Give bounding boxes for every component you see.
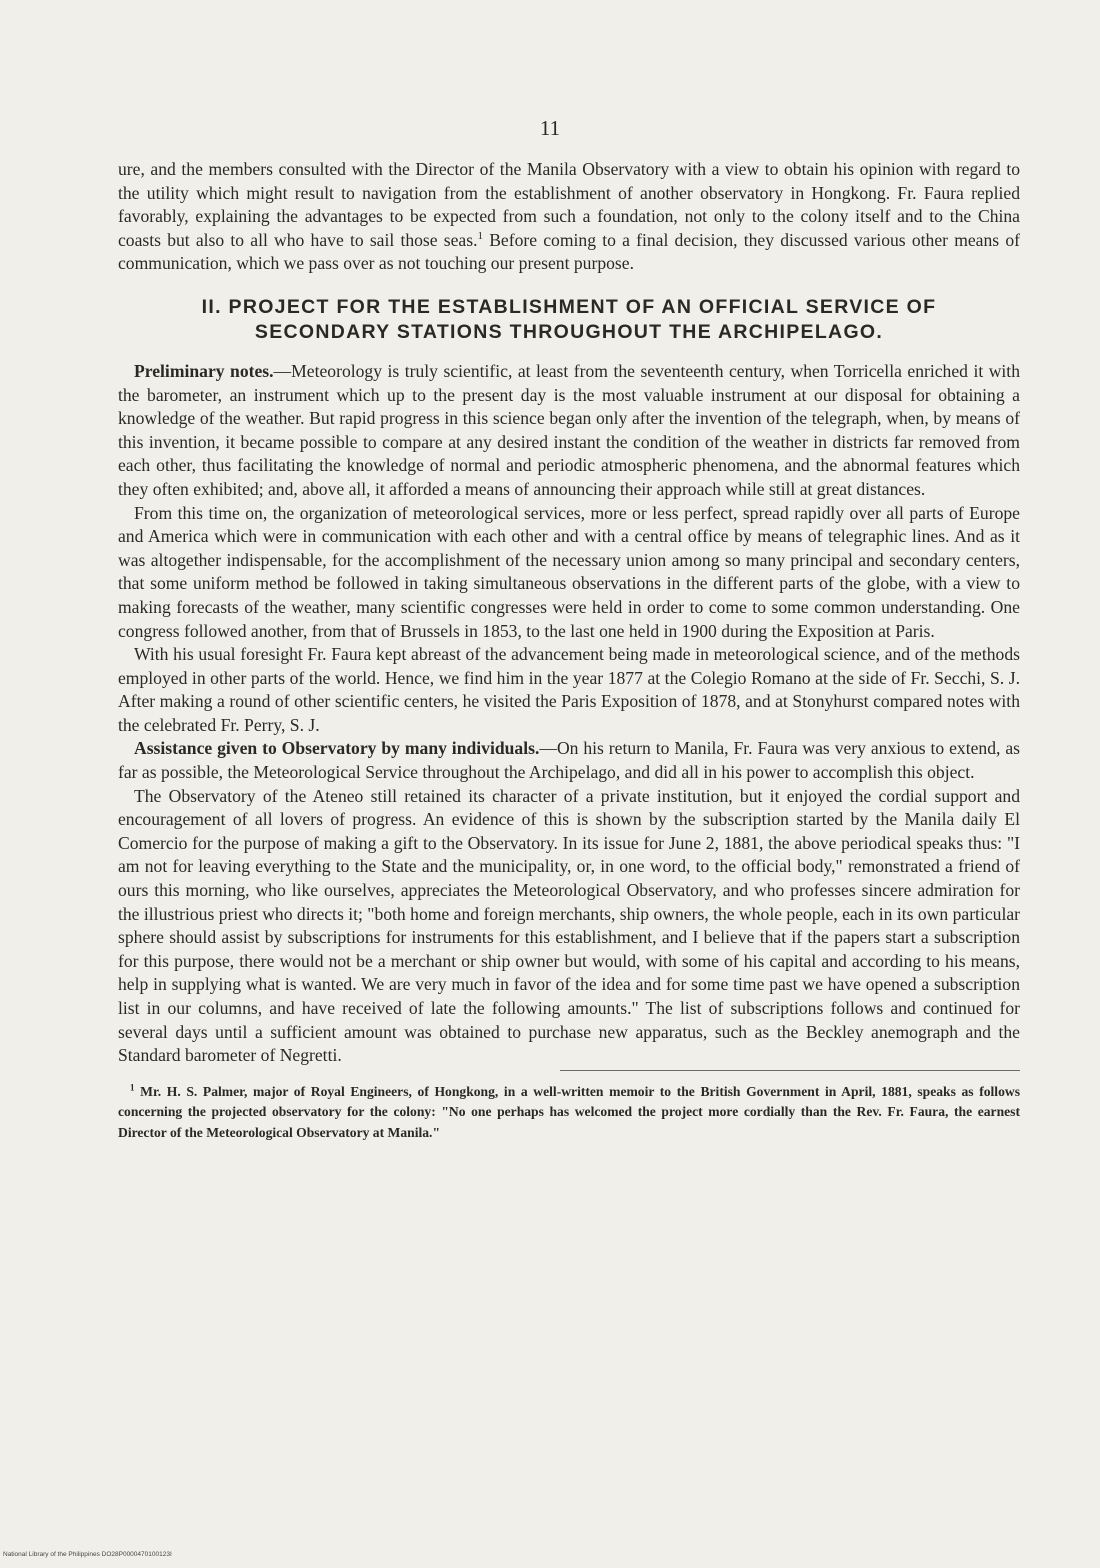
footnote-rule: [560, 1070, 1020, 1071]
paragraph-text: ure, and the members consulted with the Director of the Manila Observatory with a view to obtain his opinion with regard to the utility which might result to navigation from the establishment of another observatory in Hongkong. Fr. Faura replied favorably, explaining the advantages to be expected from such a foundation, not only to the colony itself and to the China coasts but also to all who have to sail those seas.: [118, 159, 1020, 250]
footnote: [118, 1082, 1020, 1144]
paragraph-text-tail: Before coming to a final decision, they discussed various other means of communication, which we pass over as not touching our present purpose.: [118, 229, 1020, 274]
paragraph-continuation: [118, 158, 1020, 276]
footnote-divider: [118, 1068, 1020, 1082]
scan-credit: National Library of the Philippines DO28P0000470100123I: [3, 1551, 172, 1558]
section-heading-line-1: II. PROJECT FOR THE ESTABLISHMENT OF AN OFFICIAL SERVICE OF: [201, 295, 937, 318]
run-in-heading: Assistance given to Observatory by many individuals.: [134, 738, 540, 759]
footnote-marker: 1: [130, 1082, 135, 1093]
paragraph-foresight: With his usual foresight Fr. Faura kept abreast of the advancement being made in meteorological science, and of the methods employed in other parts of the world. Hence, we find him in the year 1877 at the Colegio Romano at the side of Fr. Secchi, S. J. After making a round of other scientific centers, he visited the Paris Exposition of 1878, and at Stonyhurst compared notes with the celebrated Fr. Perry, S. J.: [118, 644, 1020, 735]
paragraph-text: —Meteorology is truly scientific, at least from the seventeenth century, when Torricella enriched it with the barometer, an instrument which up to the present day is the most valuable instrument at our disposal for obtaining a knowledge of the weather. But rapid progress in this science began only after the invention of the telegraph, when, by means of this invention, it became possible to compare at any desired instant the condition of the weather in districts far removed from each other, thus facilitating the knowledge of normal and periodic atmospheric phenomena, and the abnormal features which they often exhibited; and, above all, it afforded a means of announcing their approach while still at great distances.: [118, 360, 1020, 499]
paragraph-preliminary-notes: [118, 360, 1020, 502]
paragraph-organization: From this time on, the organization of meteorological services, more or less perfect, spread rapidly over all parts of Europe and America which were in communication with each other and with a central office by means of telegraphic lines. And as it was altogether indispensable, for the accomplishment of the necessary union among so many principal and secondary centers, that some uniform method be followed in taking simultaneous observations in the different parts of the globe, with a view to making forecasts of the weather, many scientific congresses were held in order to come to some common understanding. One congress followed another, from that of Brussels in 1853, to the last one held in 1900 during the Exposition at Paris.: [118, 502, 1020, 641]
page-number: 11: [539, 116, 561, 140]
page-body: [118, 158, 1020, 1143]
footnote-reference: 1: [477, 229, 483, 242]
section-heading: [118, 295, 1020, 345]
paragraph-assistance: [118, 737, 1020, 784]
footnote-text: Mr. H. S. Palmer, major of Royal Engineers, of Hongkong, in a well-written memoir to the British Government in April, 1881, speaks as follows concerning the projected observatory for the colony: "No one perhaps has welcomed the project more cordially than the Rev. Fr. Faura, the earnest Director of the Meteorological Observatory at Manila.": [118, 1083, 1020, 1140]
paragraph-text: —On his return to Manila, Fr. Faura was very anxious to extend, as far as possible, the Meteorological Service throughout the Archipelago, and did all in his power to accomplish this object.: [118, 738, 1020, 783]
section-heading-line-2: SECONDARY STATIONS THROUGHOUT THE ARCHIPELAGO.: [254, 320, 884, 343]
paragraph-subscription: The Observatory of the Ateneo still retained its character of a private institution, but it enjoyed the cordial support and encouragement of all lovers of progress. An evidence of this is shown by the subscription started by the Manila daily El Comercio for the purpose of making a gift to the Observatory. In its issue for June 2, 1881, the above periodical speaks thus: "I am not for leaving everything to the State and the municipality, or, in one word, to the official body," remonstrated a friend of ours this morning, who like ourselves, appreciates the Meteorological Observatory, and who professes sincere admiration for the illustrious priest who directs it; "both home and foreign merchants, ship owners, the whole people, each in its own particular sphere should assist by subscriptions for instruments for this establishment, and I believe that if the papers start a subscription for this purpose, there would not be a merchant or ship owner but would, with some of his capital and according to his means, help in supplying what is wanted. We are very much in favor of the idea and for some time past we have opened a subscription list in our columns, and have received of late the following amounts." The list of subscriptions follows and continued for several days until a sufficient amount was obtained to purchase new apparatus, such as the Beckley anemograph and the Standard barometer of Negretti.: [118, 785, 1020, 1066]
run-in-heading: Preliminary notes.: [134, 360, 274, 381]
